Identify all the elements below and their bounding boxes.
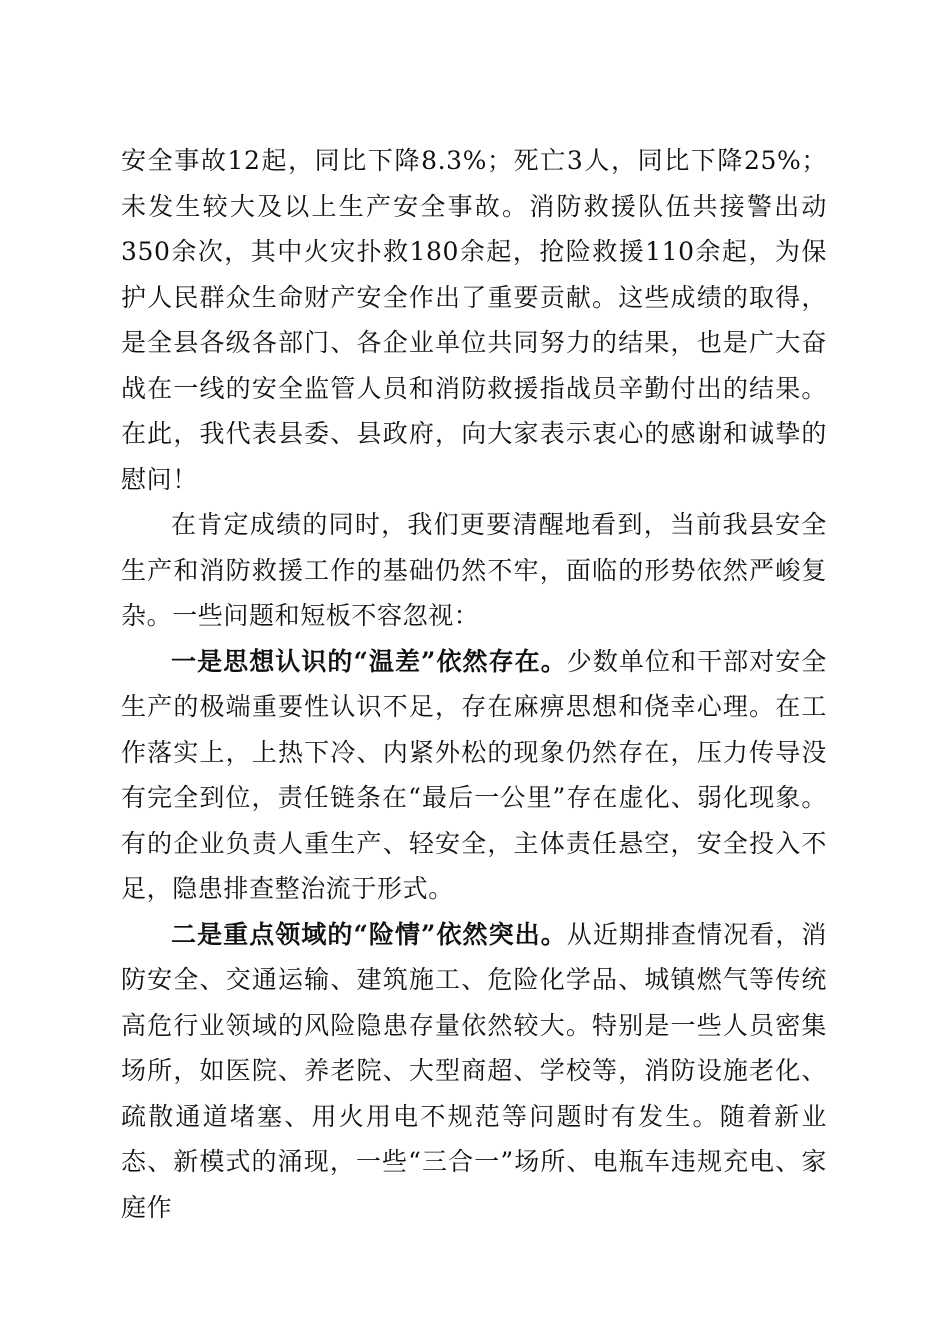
paragraph-4-text: 从近期排查情况看，消防安全、交通运输、建筑施工、危险化学品、城镇燃气等传统高危行业领域的风险隐患存量依然较大。特别是一些人员密集场所，如医院、养老院、大型商超、学校等，消防设施老化、疏散通道堵塞、用火用电不规范等问题时有发生。随着新业态、新模式的涌现，一些“三合一”场所、电瓶车违规充电、家庭作 bbox=[121, 919, 827, 1222]
paragraph-3-text: 少数单位和干部对安全生产的极端重要性认识不足，存在麻痹思想和侥幸心理。在工作落实上，上热下冷、内紧外松的现象仍然存在，压力传导没有完全到位，责任链条在“最后一公里”存在虚化、弱化现象。有的企业负责人重生产、轻安全，主体责任悬空，安全投入不足，隐患排查整治流于形式。 bbox=[121, 646, 827, 903]
paragraph-2-text: 在肯定成绩的同时，我们更要清醒地看到，当前我县安全生产和消防救援工作的基础仍然不牢，面临的形势依然严峻复杂。一些问题和短板不容忽视： bbox=[121, 510, 827, 630]
paragraph-3-lead: 一是思想认识的“温差”依然存在。 bbox=[171, 646, 567, 676]
paragraph-1 bbox=[121, 138, 827, 502]
document-body bbox=[121, 138, 827, 1230]
paragraph-4 bbox=[121, 912, 827, 1231]
paragraph-2 bbox=[121, 502, 827, 639]
paragraph-4-lead: 二是重点领域的“险情”依然突出。 bbox=[171, 919, 567, 949]
paragraph-3 bbox=[121, 639, 827, 912]
paragraph-1-text: 安全事故12起，同比下降8.3%；死亡3人，同比下降25%；未发生较大及以上生产安全事故。消防救援队伍共接警出动350余次，其中火灾扑救180余起，抢险救援110余起，为保护人民群众生命财产安全作出了重要贡献。这些成绩的取得，是全县各级各部门、各企业单位共同努力的结果，也是广大奋战在一线的安全监管人员和消防救援指战员辛勤付出的结果。在此，我代表县委、县政府，向大家表示衷心的感谢和诚挚的慰问！ bbox=[121, 146, 827, 494]
